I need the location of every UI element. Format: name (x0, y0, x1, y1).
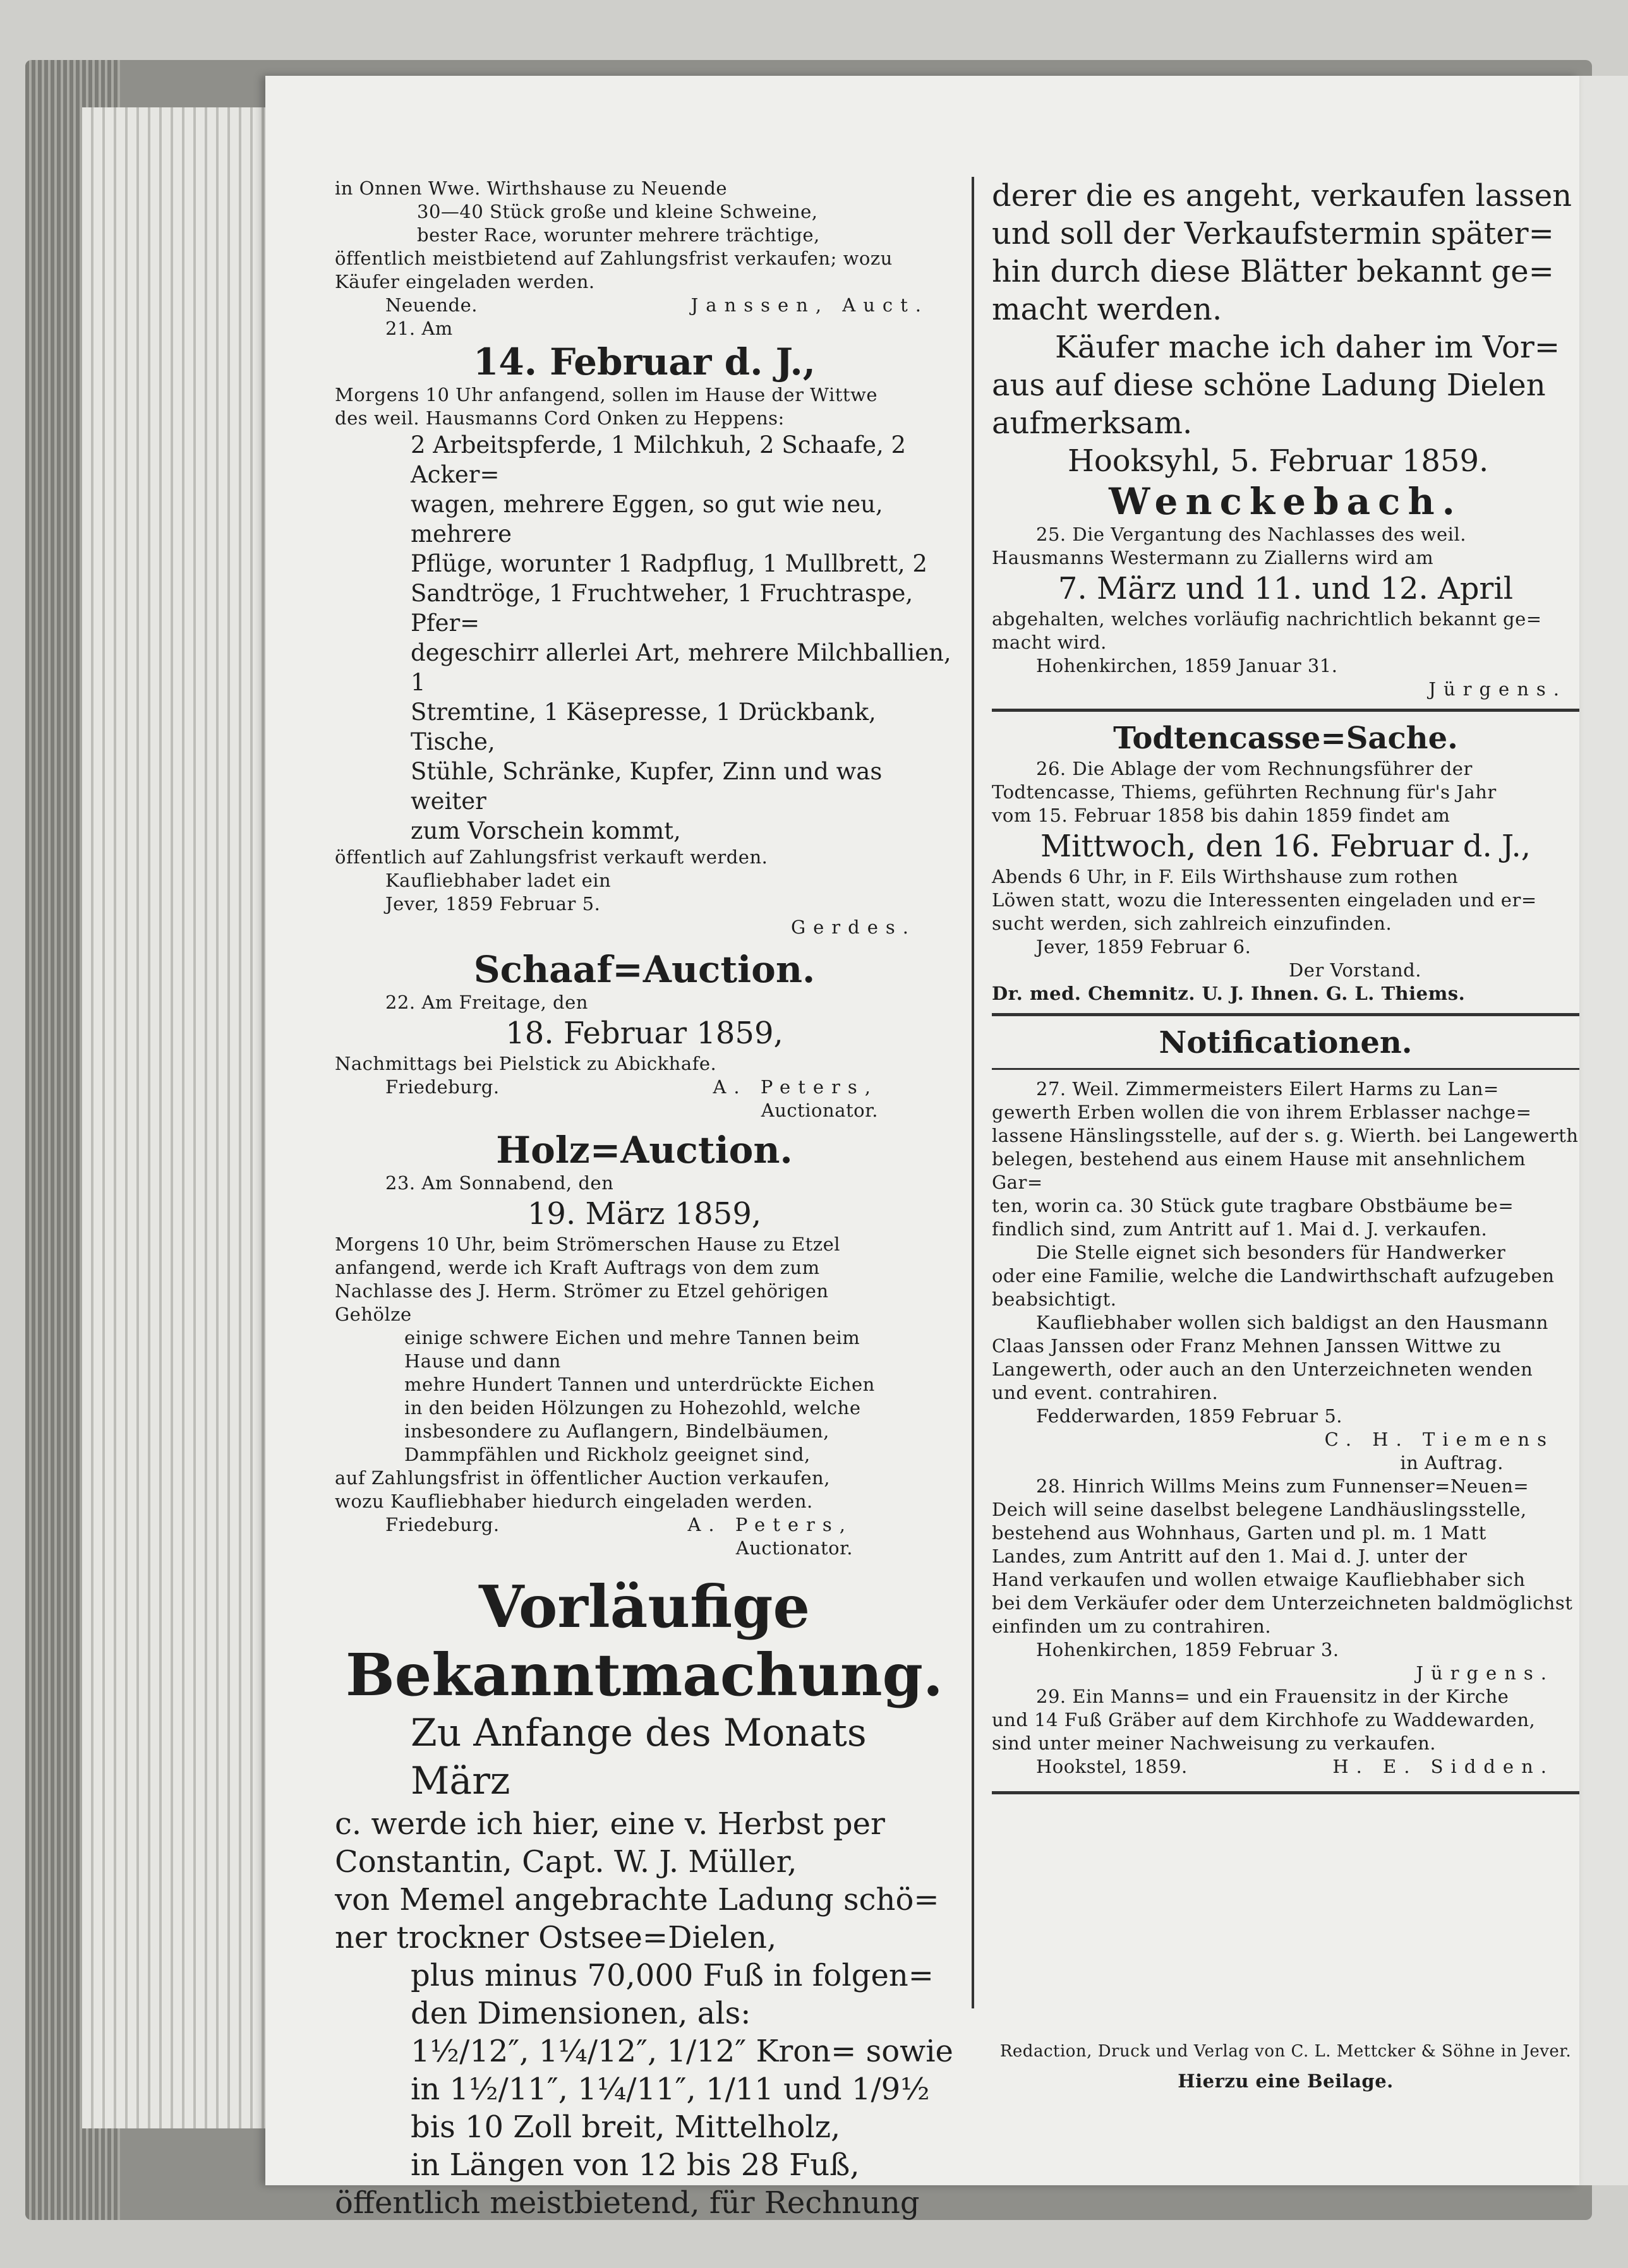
text-line: plus minus 70,000 Fuß in folgen= (411, 1958, 934, 1993)
text-line: öffentlich meistbietend, für Rechnung (335, 2185, 920, 2221)
text-line: und 14 Fuß Gräber auf dem Kirchhofe zu Waddewarden, (992, 1709, 1536, 1731)
text-line: c. werde ich hier, eine v. Herbst per (335, 1806, 885, 1842)
signature-line (335, 1076, 954, 1099)
date-heading: 18. Februar 1859, (505, 1016, 783, 1051)
text-line: einige schwere Eichen und mehre Tannen beim (404, 1327, 860, 1348)
notice-number: 23. Am Sonnabend, den (385, 1172, 614, 1194)
signature-line (992, 1755, 1579, 1779)
text-line: Deich will seine daselbst belegene Landhäuslingsstelle, (992, 1499, 1527, 1520)
text-line: Claas Janssen oder Franz Mehnen Janssen Wittwe zu (992, 1335, 1502, 1357)
text-line: Käufer eingeladen werden. (335, 271, 595, 292)
signature: Gerdes. (790, 916, 916, 938)
signature: Janssen, Auct. (690, 294, 929, 316)
place-date: Hohenkirchen, 1859 Januar 31. (1036, 655, 1338, 676)
text-line: derer die es angeht, verkaufen lassen (992, 178, 1572, 213)
section-heading: Schaaf=Auction. (473, 948, 816, 991)
text-line: aufmerksam. (992, 405, 1193, 441)
text-line: öffentlich meistbietend auf Zahlungsfrist verkaufen; wozu (335, 248, 893, 269)
date-heading: Mittwoch, den 16. Februar d. J., (1040, 829, 1531, 864)
signature: C. H. Tiemens (1324, 1429, 1554, 1450)
text-line: öffentlich auf Zahlungsfrist verkauft werden. (335, 846, 768, 868)
text-line: bei dem Verkäufer oder dem Unterzeichneten baldmöglichst (992, 1592, 1573, 1614)
place: Hookstel, 1859. (1036, 1756, 1188, 1777)
text-line: degeschirr allerlei Art, mehrere Milchballien, 1 (411, 639, 951, 696)
newspaper-page (265, 76, 1579, 2221)
text-line: wozu Kaufliebhaber hiedurch eingeladen werden. (335, 1491, 813, 1512)
text-line: macht werden. (992, 292, 1222, 327)
notice-number: 27. Weil. Zimmermeisters Eilert Harms zu Lan= (1036, 1078, 1499, 1100)
date-heading: 19. März 1859, (527, 1196, 762, 1232)
text-line: in Onnen Wwe. Wirthshause zu Neuende (335, 177, 728, 199)
text-line: Abends 6 Uhr, in F. Eils Wirthshause zum rothen (992, 866, 1459, 887)
text-line: bis 10 Zoll breit, Mittelholz, (411, 2109, 841, 2145)
text-line: wagen, mehrere Eggen, so gut wie neu, mehrere (411, 491, 883, 548)
text-line: lassene Hänslingsstelle, auf der s. g. Wierth. bei Langewerth (992, 1125, 1579, 1146)
next-page-edge (1579, 76, 1628, 2185)
section-rule (992, 1068, 1579, 1070)
imprint-line: Redaction, Druck und Verlag von C. L. Mettcker & Söhne in Jever. (999, 2042, 1572, 2061)
left-column (335, 177, 954, 2222)
signature: Jürgens. (1416, 1662, 1554, 1684)
text-line: Zu Anfange des Monats März (411, 1711, 867, 1803)
text-line: 30—40 Stück große und kleine Schweine, (417, 201, 818, 222)
text-line: oder eine Familie, welche die Landwirthschaft aufzugeben (992, 1265, 1555, 1287)
text-line: belegen, bestehend aus einem Hause mit ansehnlichem Gar= (992, 1148, 1526, 1193)
text-line: zum Vorschein kommt, (411, 817, 681, 844)
text-line: Pflüge, worunter 1 Radpflug, 1 Mullbrett, 2 (411, 550, 927, 577)
text-line: ner trockner Ostsee=Dielen, (335, 1920, 777, 1955)
signatures: Dr. med. Chemnitz. U. J. Ihnen. G. L. Thiems. (992, 983, 1466, 1004)
signature-line (335, 1513, 954, 1537)
text-line: in 1½/11″, 1¼/11″, 1/11 und 1/9½ (411, 2072, 930, 2107)
text-line: Jever, 1859 Februar 5. (385, 893, 601, 915)
text-line: vom 15. Februar 1858 bis dahin 1859 findet am (992, 805, 1450, 826)
text-line: Stremtine, 1 Käsepresse, 1 Drückbank, Tische, (411, 699, 876, 755)
section-heading: Vorläufige (479, 1573, 810, 1641)
notice-number: 28. Hinrich Willms Meins zum Funnenser=Neuen= (1036, 1475, 1529, 1497)
text-line: ten, worin ca. 30 Stück gute tragbare Obstbäume be= (992, 1195, 1514, 1216)
section-heading: Todtencasse=Sache. (1113, 721, 1458, 756)
text-line: findlich sind, zum Antritt auf 1. Mai d. J. verkaufen. (992, 1218, 1488, 1240)
place: Friedeburg. (385, 1076, 500, 1098)
signature: H. E. Sidden. (1332, 1756, 1554, 1777)
signature-title: Auctionator. (761, 1100, 878, 1121)
text-line: Landes, zum Antritt auf den 1. Mai d. J. unter der (992, 1545, 1468, 1567)
place: Neuende. (385, 294, 478, 316)
text-line: anfangend, werde ich Kraft Auftrags von dem zum (335, 1257, 820, 1278)
text-line: Kaufliebhaber wollen sich baldigst an den Hausmann (1036, 1312, 1548, 1333)
text-line: Hausmanns Westermann zu Ziallerns wird am (992, 547, 1434, 568)
text-line: Hand verkaufen und wollen etwaige Kaufliebhaber sich (992, 1569, 1526, 1590)
place-date: Hooksyhl, 5. Februar 1859. (1068, 443, 1489, 479)
text-line: Kaufliebhaber ladet ein (385, 870, 612, 891)
text-line: Dammpfählen und Rickholz geeignet sind, (404, 1444, 811, 1465)
date-heading: 14. Februar d. J., (473, 340, 816, 383)
section-heading: Bekanntmachung. (346, 1641, 943, 1709)
text-line: macht wird. (992, 632, 1107, 653)
place-date: Fedderwarden, 1859 Februar 5. (1036, 1405, 1343, 1427)
signature-title: in Auftrag. (1400, 1452, 1504, 1473)
signature: A. Peters, (713, 1076, 878, 1098)
text-line: sucht werden, sich zahlreich einzufinden. (992, 913, 1392, 934)
signature-title: Auctionator. (735, 1537, 853, 1559)
section-rule (992, 709, 1579, 712)
notice-number: 21. Am (385, 318, 453, 339)
text-line: in Längen von 12 bis 28 Fuß, (411, 2147, 860, 2183)
place: Friedeburg. (385, 1514, 500, 1535)
page-stack-edge (82, 107, 272, 2128)
text-line: Todtencasse, Thiems, geführten Rechnung für's Jahr (992, 781, 1497, 803)
text-line: 1½/12″, 1¼/12″, 1/12″ Kron= sowie (411, 2034, 953, 2069)
text-line: Constantin, Capt. W. J. Müller, (335, 1844, 797, 1880)
text-line: Gehölze (335, 1304, 412, 1325)
place-date: Jever, 1859 Februar 6. (1036, 936, 1251, 957)
text-line: sind unter meiner Nachweisung zu verkaufen. (992, 1732, 1436, 1754)
signature-title: Der Vorstand. (1289, 959, 1421, 981)
text-line: Stühle, Schränke, Kupfer, Zinn und was weiter (411, 758, 883, 815)
place-date: Hohenkirchen, 1859 Februar 3. (1036, 1639, 1339, 1660)
section-heading: Holz=Auction. (496, 1129, 793, 1172)
text-line: des weil. Hausmanns Cord Onken zu Heppens: (335, 407, 785, 429)
supplement-note: Hierzu eine Beilage. (1178, 2070, 1394, 2092)
notice-number: 25. Die Vergantung des Nachlasses des weil. (1036, 524, 1466, 545)
text-line: und soll der Verkaufstermin später= (992, 216, 1554, 251)
right-column (992, 177, 1579, 1802)
notice-number: 22. Am Freitage, den (385, 992, 588, 1013)
imprint (992, 2040, 1579, 2093)
notice-number: 29. Ein Manns= und ein Frauensitz in der Kirche (1036, 1686, 1509, 1707)
text-line: Morgens 10 Uhr anfangend, sollen im Hause der Wittwe (335, 384, 878, 405)
text-line: Morgens 10 Uhr, beim Strömerschen Hause zu Etzel (335, 1233, 841, 1255)
date-heading: 7. März und 11. und 12. April (1058, 571, 1514, 606)
text-line: Die Stelle eignet sich besonders für Handwerker (1036, 1242, 1506, 1263)
section-heading: Notificationen. (1159, 1025, 1413, 1060)
text-line: Nachmittags bei Pielstick zu Abickhafe. (335, 1053, 717, 1074)
signature: A. Peters, (687, 1514, 853, 1535)
text-line: Käufer mache ich daher im Vor= (1055, 330, 1560, 365)
text-line: bester Race, worunter mehrere trächtige, (417, 224, 820, 246)
signature-line (335, 294, 954, 317)
text-line: Langewerth, oder auch an den Unterzeichneten wenden (992, 1359, 1533, 1380)
text-line: aus auf diese schöne Ladung Dielen (992, 368, 1546, 403)
signature: Wenckebach. (1109, 480, 1462, 523)
text-line: mehre Hundert Tannen und unterdrückte Eichen (404, 1374, 875, 1395)
text-line: 2 Arbeitspferde, 1 Milchkuh, 2 Schaafe, 2 Acker= (411, 431, 907, 488)
signature: Jürgens. (1428, 678, 1567, 700)
notice-number: 26. Die Ablage der vom Rechnungsführer der (1036, 758, 1473, 779)
text-line: gewerth Erben wollen die von ihrem Erblasser nachge= (992, 1101, 1532, 1123)
text-line: Nachlasse des J. Herm. Strömer zu Etzel gehörigen (335, 1280, 829, 1302)
text-line: insbesondere zu Auflangern, Bindelbäumen, (404, 1420, 829, 1442)
text-line: auf Zahlungsfrist in öffentlicher Auction verkaufen, (335, 1467, 830, 1489)
text-line: Sandtröge, 1 Fruchtweher, 1 Fruchtraspe, Pfer= (411, 580, 913, 637)
text-line: bestehend aus Wohnhaus, Garten und pl. m. 1 Matt (992, 1522, 1486, 1544)
text-line: Hause und dann (404, 1350, 561, 1372)
section-rule (992, 1013, 1579, 1016)
text-line: in den beiden Hölzungen zu Hohezohld, welche (404, 1397, 861, 1419)
text-line: von Memel angebrachte Ladung schö= (335, 1882, 939, 1917)
text-line: beabsichtigt. (992, 1288, 1117, 1310)
text-line: den Dimensionen, als: (411, 1996, 751, 2031)
column-divider (972, 177, 974, 2008)
text-line: abgehalten, welches vorläufig nachrichtlich bekannt ge= (992, 608, 1542, 630)
text-line: hin durch diese Blätter bekannt ge= (992, 254, 1554, 289)
text-line: einfinden um zu contrahiren. (992, 1616, 1272, 1637)
section-rule (992, 1791, 1579, 1794)
text-line: Löwen statt, wozu die Interessenten eingeladen und er= (992, 889, 1537, 911)
text-line: und event. contrahiren. (992, 1382, 1219, 1403)
